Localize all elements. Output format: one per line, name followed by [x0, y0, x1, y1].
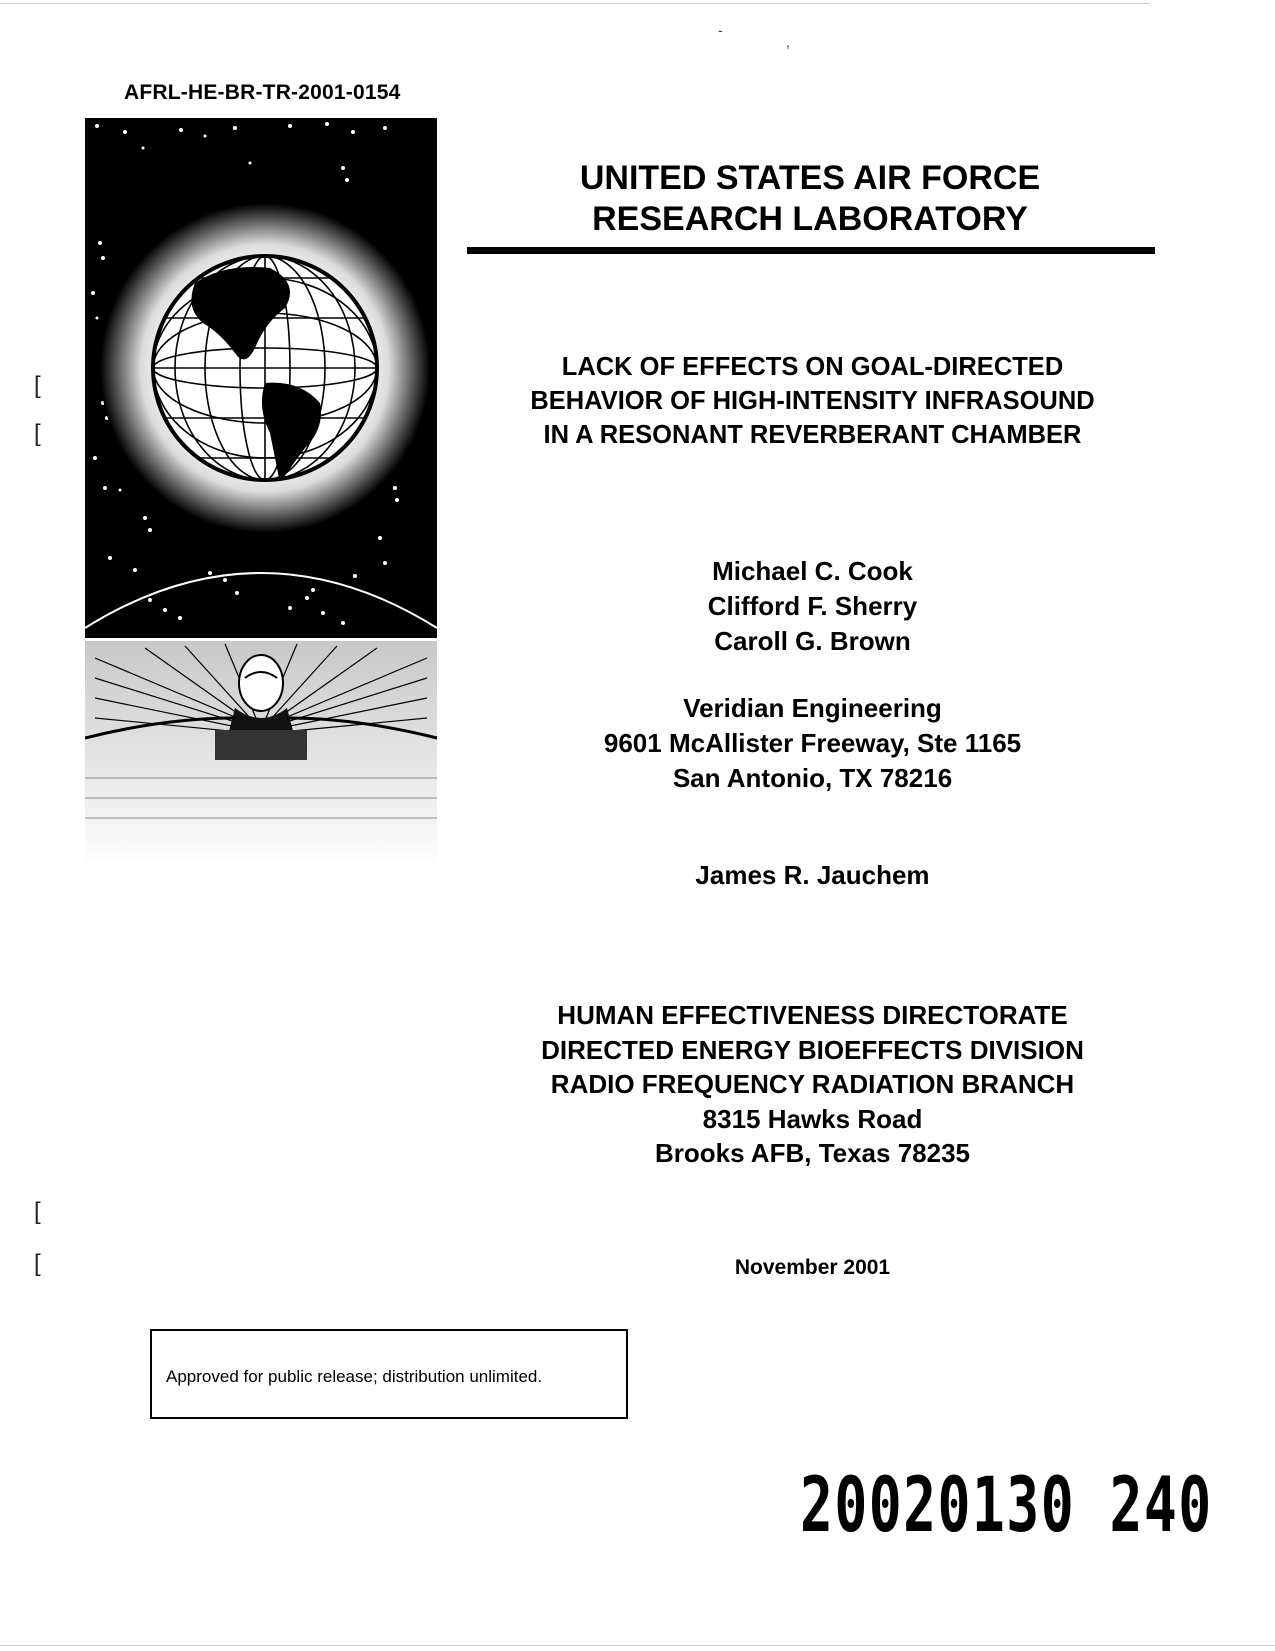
scan-speck-mark: , [786, 34, 790, 50]
margin-scan-mark: [ [34, 1198, 41, 1225]
directorate-line: RADIO FREQUENCY RADIATION BRANCH [550, 1069, 1075, 1099]
margin-scan-mark: [ [34, 420, 41, 447]
organization-title [465, 158, 1155, 240]
distribution-statement-box [150, 1329, 628, 1419]
contractor-street: 9601 McAllister Freeway, Ste 1165 [603, 728, 1022, 758]
directorate-line: HUMAN EFFECTIVENESS DIRECTORATE [557, 1000, 1068, 1030]
report-date: November 2001 [734, 1256, 891, 1279]
contractor-address [470, 691, 1155, 796]
organization-title-line: UNITED STATES AIR FORCE [579, 159, 1041, 197]
margin-scan-mark: [ [34, 1250, 41, 1277]
author-name: Caroll G. Brown [714, 626, 911, 656]
directorate-line: 8315 Hawks Road [702, 1103, 923, 1134]
accession-number: 20020130 240 [800, 1460, 1213, 1549]
margin-scan-mark: [ [34, 372, 41, 399]
report-title-line: BEHAVIOR OF HIGH-INTENSITY INFRASOUND [530, 387, 1095, 415]
report-number: AFRL-HE-BR-TR-2001-0154 [124, 81, 401, 104]
author-list [470, 554, 1155, 659]
author-name: Michael C. Cook [712, 556, 913, 586]
top-scan-rule [0, 3, 1150, 4]
bottom-scan-rule [0, 1645, 1275, 1646]
directorate-line: Brooks AFB, Texas 78235 [654, 1138, 971, 1168]
contractor-name: Veridian Engineering [683, 693, 942, 723]
scan-speck-mark: - [718, 22, 723, 38]
title-divider [467, 247, 1155, 254]
organization-title-line: RESEARCH LABORATORY [592, 200, 1028, 238]
cover-artwork [85, 118, 452, 868]
author-name: Clifford F. Sherry [707, 591, 918, 621]
report-title-line: LACK OF EFFECTS ON GOAL-DIRECTED [561, 353, 1064, 381]
report-title [470, 350, 1155, 452]
globe-emblem-icon [85, 118, 452, 868]
report-title-line: IN A RESONANT REVERBERANT CHAMBER [543, 421, 1082, 449]
directorate-line: DIRECTED ENERGY BIOEFFECTS DIVISION [541, 1034, 1084, 1065]
distribution-statement: Approved for public release; distribution unlimited. [166, 1367, 543, 1386]
contractor-city: San Antonio, TX 78216 [672, 763, 953, 793]
government-author: James R. Jauchem [695, 860, 930, 890]
directorate-address [470, 998, 1155, 1171]
